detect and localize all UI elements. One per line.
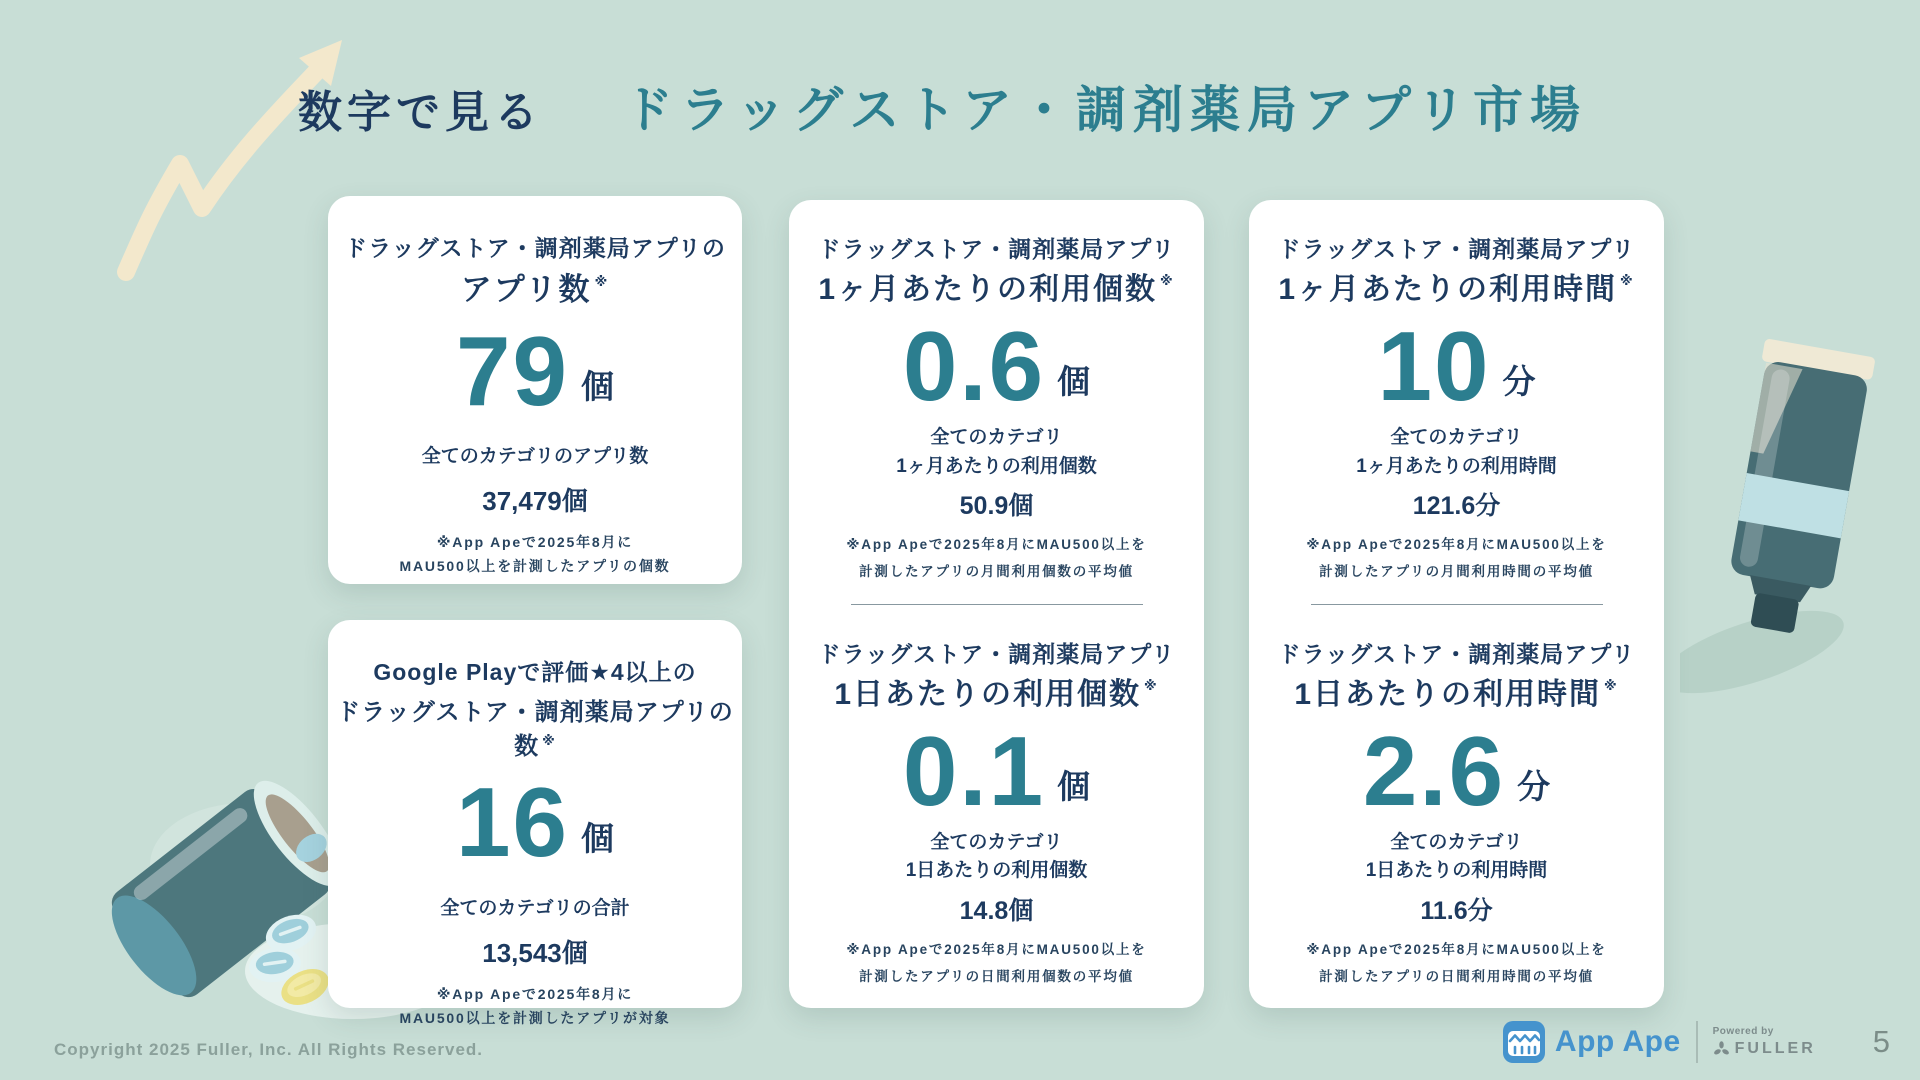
stat-compare-label-line1: 全てのカテゴリ: [1390, 427, 1523, 449]
stat-unit: 個: [1057, 363, 1091, 401]
section-monthly-use-count: [789, 200, 1204, 604]
footer-brand: [1502, 1020, 1890, 1064]
footnote-ref-mark: ※: [1604, 677, 1619, 693]
stat-footnote-line2: 計測したアプリの月間利用個数の平均値: [859, 564, 1134, 580]
stat-footnote: [846, 531, 1146, 585]
app-ape-logo-icon: [1502, 1020, 1546, 1064]
stat-value-row: [902, 311, 1091, 422]
stat-title-line1: ドラッグストア・調剤薬局アプリの: [344, 235, 726, 261]
page-title-main: ドラッグストア・調剤薬局アプリ市場: [623, 82, 1587, 138]
stat-title-line2: [834, 674, 1158, 716]
stat-compare-label: [906, 829, 1088, 886]
stat-compare-label: 全てのカテゴリのアプリ数: [421, 445, 649, 467]
stat-value: 2.6: [1362, 715, 1506, 826]
stat-title-line1: Google Playで評価★4以上の: [373, 659, 697, 685]
stat-footnote: [400, 983, 671, 1031]
stat-footnote-line1: ※App Apeで2025年8月にMAU500以上を: [846, 941, 1147, 957]
app-ape-logo: [1502, 1020, 1681, 1064]
stat-value: 10: [1377, 311, 1491, 422]
stat-value-row: [1362, 715, 1551, 826]
stat-value-row: [902, 715, 1091, 826]
powered-by-label: Powered by: [1712, 1026, 1774, 1037]
stat-compare-label-line2: 1ヶ月あたりの利用時間: [1356, 455, 1557, 477]
card-usage-time: [1249, 200, 1664, 1008]
footnote-ref-mark: ※: [1620, 273, 1635, 289]
stat-compare-value: 11.6分: [1420, 896, 1493, 925]
stat-footnote-line1: ※App Apeで2025年8月にMAU500以上を: [1306, 941, 1607, 957]
stat-value-row: [455, 315, 614, 426]
stat-compare-value: 50.9個: [959, 492, 1034, 521]
footer-divider: [1696, 1021, 1698, 1063]
stat-title-line2: [328, 696, 742, 763]
stat-compare-label: [1356, 424, 1557, 481]
stat-footnote: [400, 531, 671, 579]
stat-title-line2: [818, 269, 1174, 311]
stat-title-line1: ドラッグストア・調剤薬局アプリ: [817, 640, 1176, 667]
stat-compare-label: 全てのカテゴリの合計: [440, 897, 630, 919]
page-title-prefix: 数字で見る: [298, 88, 543, 137]
stat-compare-label-line1: 全てのカテゴリ: [1390, 831, 1523, 853]
stat-footnote-line2: MAU500以上を計測したアプリの個数: [399, 558, 671, 574]
stat-compare-value: 37,479個: [482, 486, 588, 517]
card-usage-count: [789, 200, 1204, 1008]
card-app-count: [328, 196, 742, 584]
stat-footnote-line2: 計測したアプリの日間利用時間の平均値: [1319, 968, 1594, 984]
stat-compare-label: [1366, 829, 1548, 886]
stat-footnote: [846, 936, 1146, 990]
stat-title-line1: ドラッグストア・調剤薬局アプリ: [817, 236, 1176, 262]
stat-compare-value: 13,543個: [482, 938, 588, 968]
stat-footnote-line2: 計測したアプリの日間利用個数の平均値: [859, 968, 1134, 984]
footnote-ref-mark: ※: [542, 732, 556, 748]
stat-star-rated-count: [328, 620, 742, 1031]
stat-title-line2-text: アプリ数: [460, 272, 592, 308]
stat-unit: 個: [1057, 767, 1091, 805]
stat-compare-label-line2: 1日あたりの利用個数: [905, 860, 1088, 882]
stat-footnote-line1: ※App Apeで2025年8月に: [436, 986, 634, 1002]
stat-unit: 分: [1517, 767, 1551, 805]
stat-title-line2-text: 1ヶ月あたりの利用個数: [818, 273, 1158, 307]
page-number: 5: [1872, 1024, 1890, 1059]
footnote-ref-mark: ※: [1144, 677, 1159, 693]
stat-value: 79: [455, 315, 569, 426]
stat-title-line2-text: 1ヶ月あたりの利用時間: [1278, 273, 1618, 307]
section-monthly-use-time: [1249, 200, 1664, 604]
stat-compare-label-line2: 1ヶ月あたりの利用個数: [896, 455, 1097, 477]
stat-title-line1: ドラッグストア・調剤薬局アプリ: [1277, 236, 1636, 262]
stat-footnote-line1: ※App Apeで2025年8月に: [436, 534, 634, 551]
stat-footnote-line1: ※App Apeで2025年8月にMAU500以上を: [1306, 537, 1607, 553]
stat-title-line2: [1278, 269, 1634, 311]
stat-title-line2: [461, 268, 609, 311]
stat-app-count: [328, 196, 742, 579]
stat-title-line1: ドラッグストア・調剤薬局アプリ: [1277, 640, 1636, 667]
stat-value-row: [1377, 311, 1536, 422]
stat-unit: 個: [581, 819, 614, 857]
stat-value: 0.1: [902, 715, 1046, 826]
stat-unit: 分: [1502, 363, 1536, 401]
stat-footnote: [1306, 936, 1606, 990]
stat-title-line2-text: 1日あたりの利用個数: [834, 677, 1142, 711]
stat-footnote: [1306, 531, 1606, 585]
fuller-logo-icon: [1713, 1041, 1730, 1058]
app-ape-logo-text: App Ape: [1554, 1025, 1681, 1058]
stat-compare-label-line1: 全てのカテゴリ: [930, 831, 1063, 853]
fuller-logo-text: FULLER: [1734, 1040, 1816, 1057]
stat-compare-label-line1: 全てのカテゴリ: [930, 427, 1063, 449]
stat-compare-label: [896, 424, 1097, 481]
copyright-text: Copyright 2025 Fuller, Inc. All Rights Reserved.: [54, 1040, 484, 1059]
stat-compare-label-line2: 1日あたりの利用時間: [1365, 860, 1548, 882]
card-star-rated-count: [328, 620, 742, 1026]
stat-title-line2: [1294, 674, 1618, 716]
stat-value: 0.6: [902, 311, 1046, 422]
stat-value-row: [455, 767, 614, 878]
stat-footnote-line2: MAU500以上を計測したアプリが対象: [399, 1009, 671, 1026]
stat-title-line2-text: 1日あたりの利用時間: [1294, 677, 1602, 711]
stat-title-line2-text: ドラッグストア・調剤薬局アプリの数: [336, 699, 734, 760]
section-daily-use-count: [789, 605, 1204, 1009]
stat-footnote-line2: 計測したアプリの月間利用時間の平均値: [1319, 564, 1594, 580]
stat-footnote-line1: ※App Apeで2025年8月にMAU500以上を: [846, 537, 1147, 553]
page-title: [298, 70, 1587, 142]
footnote-ref-mark: ※: [1160, 273, 1175, 289]
footnote-ref-mark: ※: [594, 274, 610, 290]
stat-unit: 個: [581, 367, 614, 405]
toothpaste-tube-illustration: [1680, 330, 1915, 700]
section-daily-use-time: [1249, 605, 1664, 1009]
fuller-logo-block: [1713, 1026, 1816, 1058]
stat-compare-value: 121.6分: [1412, 492, 1501, 521]
stat-value: 16: [455, 767, 569, 878]
stat-compare-value: 14.8個: [959, 896, 1034, 925]
